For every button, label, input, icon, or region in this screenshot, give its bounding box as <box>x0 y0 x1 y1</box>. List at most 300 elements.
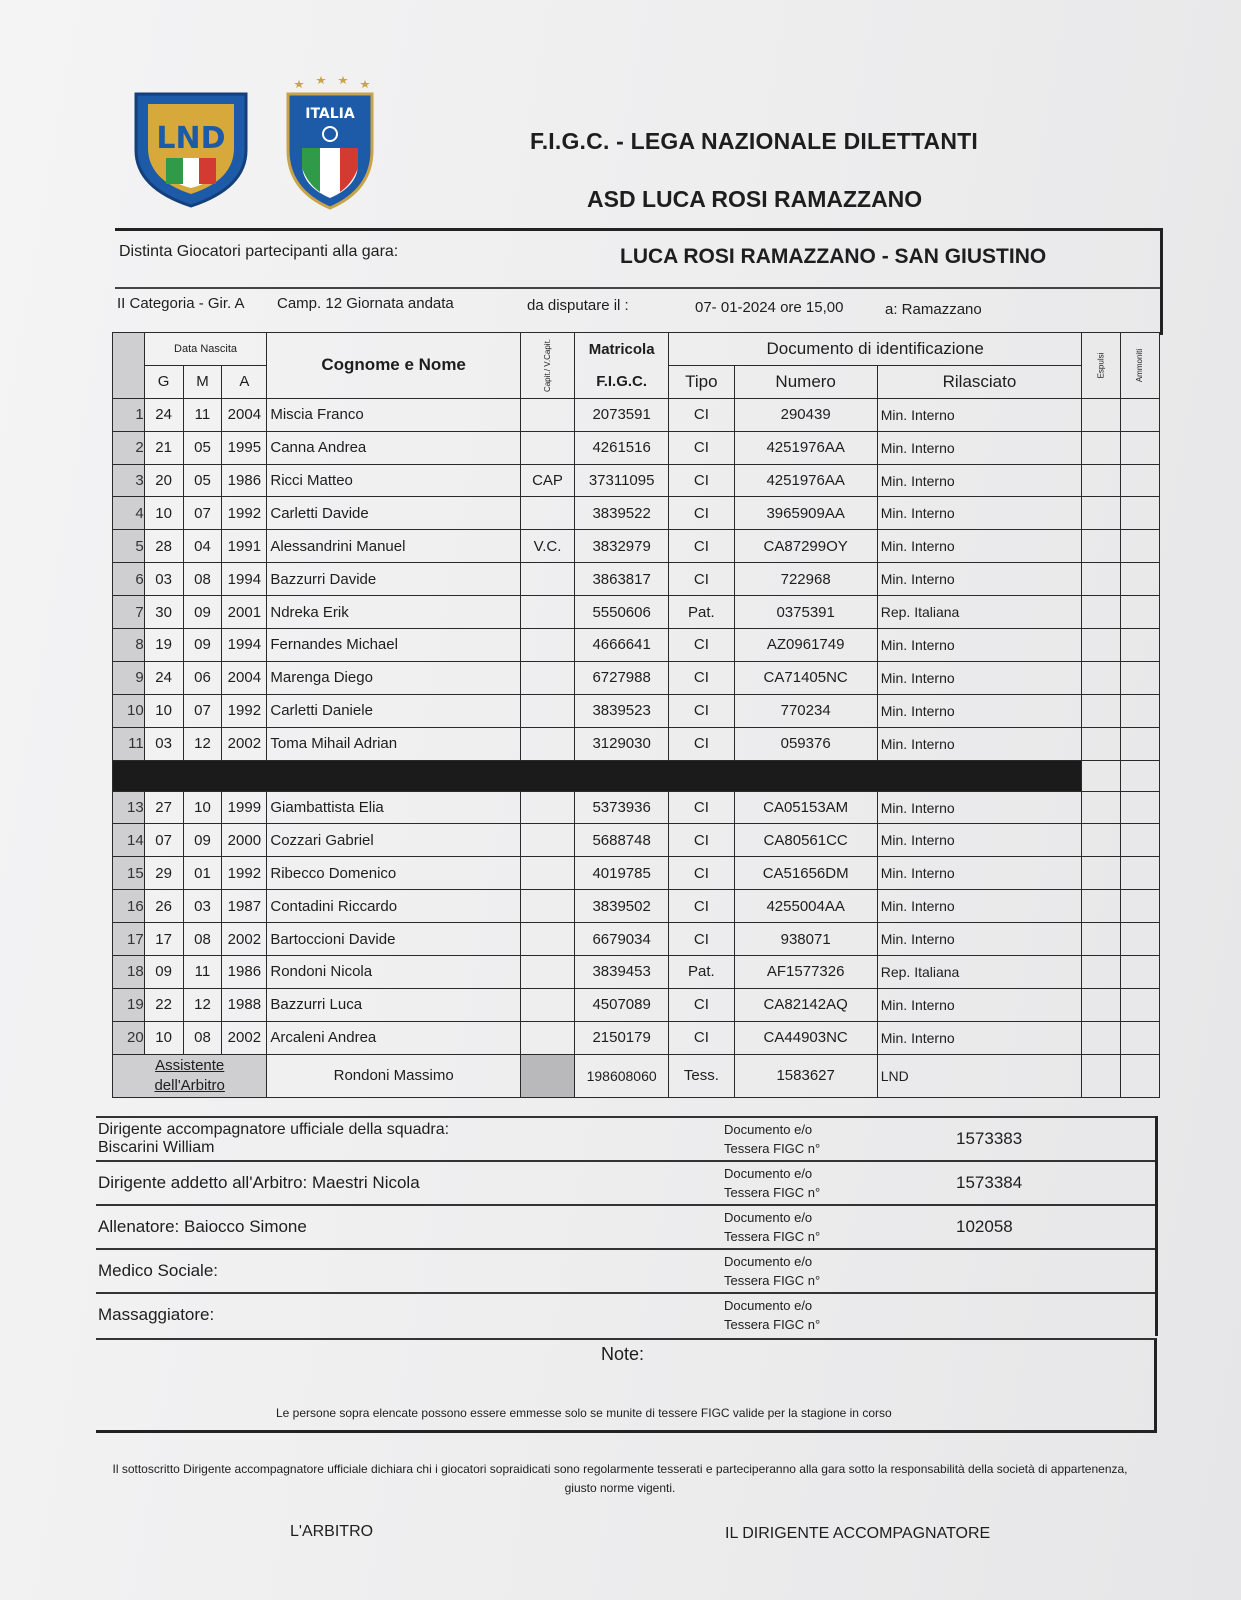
player-name: Carletti Davide <box>267 497 521 530</box>
staff-doc-label: Documento e/o Tessera FIGC n° <box>716 1117 916 1161</box>
captain-mark <box>520 727 574 760</box>
notes-disclaimer: Le persone sopra elencate possono essere emmesse solo se munite di tessere FIGC valide per la stagione in corso <box>276 1406 892 1420</box>
birth-month: 08 <box>183 923 222 956</box>
ammoniti-cell[interactable] <box>1121 857 1160 890</box>
doc-issuer: Min. Interno <box>877 497 1082 530</box>
assistant-label: Assistente dell'Arbitro <box>113 1054 267 1097</box>
row-number: 7 <box>113 596 145 629</box>
ammoniti-header: Ammoniti <box>1121 333 1160 399</box>
matricola: 5373936 <box>575 791 669 824</box>
birth-year: 1988 <box>222 988 267 1021</box>
captain-mark <box>520 824 574 857</box>
row-number: 20 <box>113 1021 145 1054</box>
espulsi-cell[interactable] <box>1082 857 1121 890</box>
birth-day: 10 <box>144 1021 183 1054</box>
doc-type: CI <box>669 988 734 1021</box>
birth-month: 11 <box>183 398 222 431</box>
birth-month: 06 <box>183 661 222 694</box>
birth-month: 03 <box>183 890 222 923</box>
manager-signature-label: IL DIRIGENTE ACCOMPAGNATORE <box>725 1525 991 1542</box>
doc-number: 0375391 <box>734 596 877 629</box>
staff-row <box>96 1249 1156 1293</box>
doc-issuer: Min. Interno <box>877 661 1082 694</box>
birth-day: 19 <box>144 629 183 662</box>
table-row <box>113 464 1160 497</box>
matricola: 3839502 <box>575 890 669 923</box>
birth-year: 1999 <box>222 791 267 824</box>
player-name: Ribecco Domenico <box>267 857 521 890</box>
birth-month: 04 <box>183 530 222 563</box>
table-row <box>113 497 1160 530</box>
doc-type: CI <box>669 431 734 464</box>
player-name: Bazzurri Davide <box>267 563 521 596</box>
row-number: 6 <box>113 563 145 596</box>
captain-mark <box>520 1021 574 1054</box>
birth-year: 1992 <box>222 497 267 530</box>
espulsi-cell[interactable] <box>1082 596 1121 629</box>
doc-number: 938071 <box>734 923 877 956</box>
doc-issuer: Min. Interno <box>877 694 1082 727</box>
match-info-box <box>115 228 1163 335</box>
birth-day: 03 <box>144 727 183 760</box>
birth-year: 2002 <box>222 727 267 760</box>
rilasciato-header: Rilasciato <box>877 365 1082 398</box>
row-number: 9 <box>113 661 145 694</box>
italia-logo-icon <box>282 72 378 212</box>
captain-mark <box>520 791 574 824</box>
captain-mark <box>520 398 574 431</box>
doc-number: 290439 <box>734 398 877 431</box>
staff-tessera-number: 1573384 <box>916 1161 1156 1205</box>
ammoniti-cell[interactable] <box>1121 530 1160 563</box>
doc-type: Pat. <box>669 956 734 989</box>
row-number: 2 <box>113 431 145 464</box>
table-row <box>113 791 1160 824</box>
espulsi-cell[interactable] <box>1082 727 1121 760</box>
staff-table <box>96 1116 1158 1336</box>
matricola: 3129030 <box>575 727 669 760</box>
player-name: Rondoni Nicola <box>267 956 521 989</box>
birth-day: 10 <box>144 694 183 727</box>
birth-day: 24 <box>144 398 183 431</box>
captain-mark <box>520 694 574 727</box>
matricola: 2073591 <box>575 398 669 431</box>
player-name: Toma Mihail Adrian <box>267 727 521 760</box>
row-number: 3 <box>113 464 145 497</box>
birth-day: 09 <box>144 956 183 989</box>
doc-number: CA87299OY <box>734 530 877 563</box>
row-number: 19 <box>113 988 145 1021</box>
doc-issuer: Rep. Italiana <box>877 956 1082 989</box>
birth-month: 12 <box>183 988 222 1021</box>
staff-row <box>96 1117 1156 1161</box>
player-name: Contadini Riccardo <box>267 890 521 923</box>
row-number: 5 <box>113 530 145 563</box>
row-number: 15 <box>113 857 145 890</box>
birth-day: 03 <box>144 563 183 596</box>
day-header: G <box>144 365 183 398</box>
doc-type: CI <box>669 497 734 530</box>
matricola: 3839453 <box>575 956 669 989</box>
svg-text:ITALIA: ITALIA <box>305 106 355 122</box>
player-name: Fernandes Michael <box>267 629 521 662</box>
ammoniti-cell[interactable] <box>1121 431 1160 464</box>
birth-year: 2004 <box>222 398 267 431</box>
captain-mark <box>520 857 574 890</box>
birth-year: 1987 <box>222 890 267 923</box>
matricola: 6727988 <box>575 661 669 694</box>
table-row <box>113 629 1160 662</box>
birth-year: 2002 <box>222 1021 267 1054</box>
matricola: 4261516 <box>575 431 669 464</box>
player-name: Marenga Diego <box>267 661 521 694</box>
birth-month: 12 <box>183 727 222 760</box>
doc-issuer: Min. Interno <box>877 530 1082 563</box>
birth-day: 10 <box>144 497 183 530</box>
matricola: 2150179 <box>575 1021 669 1054</box>
table-row <box>113 956 1160 989</box>
staff-row <box>96 1161 1156 1205</box>
captain-mark <box>520 661 574 694</box>
table-row <box>113 857 1160 890</box>
matricola: 6679034 <box>575 923 669 956</box>
ammoniti-cell[interactable] <box>1121 824 1160 857</box>
doc-type: CI <box>669 890 734 923</box>
espulsi-cell[interactable] <box>1082 497 1121 530</box>
doc-issuer: Min. Interno <box>877 791 1082 824</box>
ammoniti-cell[interactable] <box>1121 694 1160 727</box>
doc-number: 4251976AA <box>734 431 877 464</box>
table-row <box>113 988 1160 1021</box>
birth-month: 08 <box>183 563 222 596</box>
captain-mark <box>520 956 574 989</box>
referee-signature-label: L'ARBITRO <box>290 1523 374 1540</box>
birth-day: 21 <box>144 431 183 464</box>
doc-issuer: Rep. Italiana <box>877 596 1082 629</box>
table-row <box>113 694 1160 727</box>
captain-mark <box>520 629 574 662</box>
doc-type: CI <box>669 824 734 857</box>
birth-day: 20 <box>144 464 183 497</box>
espulsi-cell[interactable] <box>1082 530 1121 563</box>
staff-row <box>96 1293 1156 1336</box>
table-row <box>113 530 1160 563</box>
doc-issuer: Min. Interno <box>877 824 1082 857</box>
espulsi-cell[interactable] <box>1082 563 1121 596</box>
espulsi-cell[interactable] <box>1082 431 1121 464</box>
ammoniti-cell[interactable] <box>1121 629 1160 662</box>
doc-type: Pat. <box>669 596 734 629</box>
espulsi-cell[interactable] <box>1082 791 1121 824</box>
row-number: 17 <box>113 923 145 956</box>
doc-issuer: Min. Interno <box>877 629 1082 662</box>
matricola: 5550606 <box>575 596 669 629</box>
birth-day: 29 <box>144 857 183 890</box>
ammoniti-cell[interactable] <box>1121 727 1160 760</box>
row-number: 8 <box>113 629 145 662</box>
doc-number: CA44903NC <box>734 1021 877 1054</box>
assistant-row <box>113 1054 1160 1097</box>
player-name: Ndreka Erik <box>267 596 521 629</box>
birth-month: 09 <box>183 824 222 857</box>
match-teams: LUCA ROSI RAMAZZANO - SAN GIUSTINO <box>620 245 1047 268</box>
row-number: 16 <box>113 890 145 923</box>
doc-number: CA80561CC <box>734 824 877 857</box>
doc-number: CA82142AQ <box>734 988 877 1021</box>
players-table <box>112 332 1160 1098</box>
espulsi-cell[interactable] <box>1082 890 1121 923</box>
player-name: Carletti Daniele <box>267 694 521 727</box>
player-name: Arcaleni Andrea <box>267 1021 521 1054</box>
ammoniti-cell[interactable] <box>1121 563 1160 596</box>
row-number: 18 <box>113 956 145 989</box>
assistant-doc-type: Tess. <box>669 1054 734 1097</box>
assistant-doc-issuer: LND <box>877 1054 1082 1097</box>
doc-issuer: Min. Interno <box>877 988 1082 1021</box>
table-row <box>113 1021 1160 1054</box>
birth-day: 28 <box>144 530 183 563</box>
matricola: 3832979 <box>575 530 669 563</box>
doc-number: 4255004AA <box>734 890 877 923</box>
espulsi-cell[interactable] <box>1082 1021 1121 1054</box>
staff-label: Allenatore: Baiocco Simone <box>96 1205 716 1249</box>
birth-day: 07 <box>144 824 183 857</box>
birth-day: 27 <box>144 791 183 824</box>
staff-doc-label: Documento e/o Tessera FIGC n° <box>716 1249 916 1293</box>
figc-header: F.I.G.C. <box>575 365 669 398</box>
assistant-name: Rondoni Massimo <box>267 1054 521 1097</box>
birth-year: 2000 <box>222 824 267 857</box>
doc-number: 059376 <box>734 727 877 760</box>
matricola: 4666641 <box>575 629 669 662</box>
staff-tessera-number: 1573383 <box>916 1117 1156 1161</box>
doc-number: 3965909AA <box>734 497 877 530</box>
birth-day: 17 <box>144 923 183 956</box>
captain-header: Capit./ V.Capit. <box>520 333 574 399</box>
doc-number: CA51656DM <box>734 857 877 890</box>
espulsi-cell[interactable] <box>1082 464 1121 497</box>
doc-type: CI <box>669 629 734 662</box>
doc-number: AZ0961749 <box>734 629 877 662</box>
staff-label: Dirigente accompagnatore ufficiale della squadra: Biscarini William <box>96 1117 716 1161</box>
ammoniti-cell[interactable] <box>1121 398 1160 431</box>
table-row <box>113 431 1160 464</box>
distinta-label: Distinta Giocatori partecipanti alla gara: <box>119 243 399 260</box>
doc-number: 4251976AA <box>734 464 877 497</box>
match-datetime: 07- 01-2024 ore 15,00 <box>695 299 844 316</box>
player-name: Miscia Franco <box>267 398 521 431</box>
staff-doc-label: Documento e/o Tessera FIGC n° <box>716 1293 916 1336</box>
match-venue: a: Ramazzano <box>885 301 982 318</box>
doc-type: CI <box>669 1021 734 1054</box>
notes-box <box>96 1338 1157 1433</box>
matricola-header: Matricola <box>575 333 669 366</box>
birth-year: 1991 <box>222 530 267 563</box>
row-number: 10 <box>113 694 145 727</box>
birth-month: 07 <box>183 497 222 530</box>
doc-type: CI <box>669 464 734 497</box>
matricola: 3863817 <box>575 563 669 596</box>
birth-year: 1994 <box>222 563 267 596</box>
captain-mark <box>520 497 574 530</box>
staff-doc-label: Documento e/o Tessera FIGC n° <box>716 1205 916 1249</box>
player-name: Ricci Matteo <box>267 464 521 497</box>
doc-number: 722968 <box>734 563 877 596</box>
tipo-header: Tipo <box>669 365 734 398</box>
doc-number: CA71405NC <box>734 661 877 694</box>
birth-year: 1995 <box>222 431 267 464</box>
assistant-matricola: 198608060 <box>575 1054 669 1097</box>
doc-type: CI <box>669 694 734 727</box>
row-number: 1 <box>113 398 145 431</box>
birth-month: 05 <box>183 431 222 464</box>
matricola: 4019785 <box>575 857 669 890</box>
staff-tessera-number: 102058 <box>916 1205 1156 1249</box>
birth-month: 10 <box>183 791 222 824</box>
birth-year: 2002 <box>222 923 267 956</box>
ammoniti-cell[interactable] <box>1121 988 1160 1021</box>
birth-year: 2001 <box>222 596 267 629</box>
doc-type: CI <box>669 398 734 431</box>
doc-issuer: Min. Interno <box>877 431 1082 464</box>
birth-year: 1994 <box>222 629 267 662</box>
row-number: 4 <box>113 497 145 530</box>
birth-year: 1992 <box>222 694 267 727</box>
doc-type: CI <box>669 857 734 890</box>
table-row <box>113 563 1160 596</box>
ammoniti-cell[interactable] <box>1121 661 1160 694</box>
player-name: Cozzari Gabriel <box>267 824 521 857</box>
staff-label: Medico Sociale: <box>96 1249 716 1293</box>
table-row <box>113 890 1160 923</box>
ammoniti-cell[interactable] <box>1121 596 1160 629</box>
doc-issuer: Min. Interno <box>877 1021 1082 1054</box>
birth-year: 1986 <box>222 464 267 497</box>
espulsi-cell[interactable] <box>1082 661 1121 694</box>
doc-type: CI <box>669 791 734 824</box>
matricola: 37311095 <box>575 464 669 497</box>
doc-type: CI <box>669 923 734 956</box>
month-header: M <box>183 365 222 398</box>
ammoniti-cell[interactable] <box>1121 791 1160 824</box>
doc-type: CI <box>669 530 734 563</box>
doc-issuer: Min. Interno <box>877 857 1082 890</box>
staff-doc-label: Documento e/o Tessera FIGC n° <box>716 1161 916 1205</box>
espulsi-cell[interactable] <box>1082 694 1121 727</box>
category: II Categoria - Gir. A <box>117 295 245 312</box>
staff-tessera-number <box>916 1293 1156 1336</box>
document-header: Documento di identificazione <box>669 333 1082 366</box>
row-number: 13 <box>113 791 145 824</box>
year-header: A <box>222 365 267 398</box>
doc-number: AF1577326 <box>734 956 877 989</box>
matricola: 5688748 <box>575 824 669 857</box>
doc-type: CI <box>669 661 734 694</box>
staff-label: Massaggiatore: <box>96 1293 716 1336</box>
birth-month: 08 <box>183 1021 222 1054</box>
player-name: Bartoccioni Davide <box>267 923 521 956</box>
ammoniti-cell[interactable] <box>1121 923 1160 956</box>
doc-number: 770234 <box>734 694 877 727</box>
player-name: Giambattista Elia <box>267 791 521 824</box>
numero-header: Numero <box>734 365 877 398</box>
birth-day: 26 <box>144 890 183 923</box>
page-title: F.I.G.C. - LEGA NAZIONALE DILETTANTI <box>530 128 979 154</box>
name-header: Cognome e Nome <box>267 333 521 399</box>
captain-mark <box>520 563 574 596</box>
captain-mark <box>520 988 574 1021</box>
notes-label: Note: <box>601 1344 645 1364</box>
table-row <box>113 824 1160 857</box>
ammoniti-cell[interactable] <box>1121 956 1160 989</box>
ammoniti-cell[interactable] <box>1121 1021 1160 1054</box>
captain-mark <box>520 923 574 956</box>
player-name: Bazzurri Luca <box>267 988 521 1021</box>
birth-day: 22 <box>144 988 183 1021</box>
table-row <box>113 596 1160 629</box>
round: Camp. 12 Giornata andata <box>277 295 454 312</box>
table-header-row-1 <box>113 333 1160 366</box>
captain-mark <box>520 890 574 923</box>
birth-month: 09 <box>183 596 222 629</box>
matricola: 4507089 <box>575 988 669 1021</box>
doc-issuer: Min. Interno <box>877 923 1082 956</box>
birth-month: 11 <box>183 956 222 989</box>
table-row <box>113 661 1160 694</box>
table-row <box>113 727 1160 760</box>
espulsi-cell[interactable] <box>1082 398 1121 431</box>
espulsi-header: Espulsi <box>1082 333 1121 399</box>
espulsi-cell[interactable] <box>1082 988 1121 1021</box>
birth-day: 30 <box>144 596 183 629</box>
espulsi-cell[interactable] <box>1082 923 1121 956</box>
player-name: Canna Andrea <box>267 431 521 464</box>
table-row <box>113 923 1160 956</box>
birth-year: 1992 <box>222 857 267 890</box>
doc-issuer: Min. Interno <box>877 563 1082 596</box>
captain-mark <box>520 596 574 629</box>
doc-issuer: Min. Interno <box>877 890 1082 923</box>
club-name: ASD LUCA ROSI RAMAZZANO <box>587 186 923 212</box>
captain-mark: V.C. <box>520 530 574 563</box>
lnd-logo-icon <box>130 88 252 210</box>
row-number: 11 <box>113 727 145 760</box>
ammoniti-cell[interactable] <box>1121 890 1160 923</box>
birth-date-header: Data Nascita <box>144 333 267 366</box>
birth-day: 24 <box>144 661 183 694</box>
ammoniti-cell[interactable] <box>1121 497 1160 530</box>
staff-tessera-number <box>916 1249 1156 1293</box>
birth-month: 09 <box>183 629 222 662</box>
staff-row <box>96 1205 1156 1249</box>
ammoniti-cell[interactable] <box>1121 464 1160 497</box>
doc-issuer: Min. Interno <box>877 464 1082 497</box>
to-play-label: da disputare il : <box>527 297 629 314</box>
captain-mark: CAP <box>520 464 574 497</box>
staff-label: Dirigente addetto all'Arbitro: Maestri Nicola <box>96 1161 716 1205</box>
blacked-out-row <box>113 760 1160 791</box>
doc-type: CI <box>669 727 734 760</box>
espulsi-cell[interactable] <box>1082 956 1121 989</box>
espulsi-cell[interactable] <box>1082 629 1121 662</box>
row-number: 14 <box>113 824 145 857</box>
birth-month: 05 <box>183 464 222 497</box>
matricola: 3839522 <box>575 497 669 530</box>
svg-text:LND: LND <box>156 121 226 156</box>
birth-month: 07 <box>183 694 222 727</box>
doc-issuer: Min. Interno <box>877 727 1082 760</box>
espulsi-cell[interactable] <box>1082 824 1121 857</box>
